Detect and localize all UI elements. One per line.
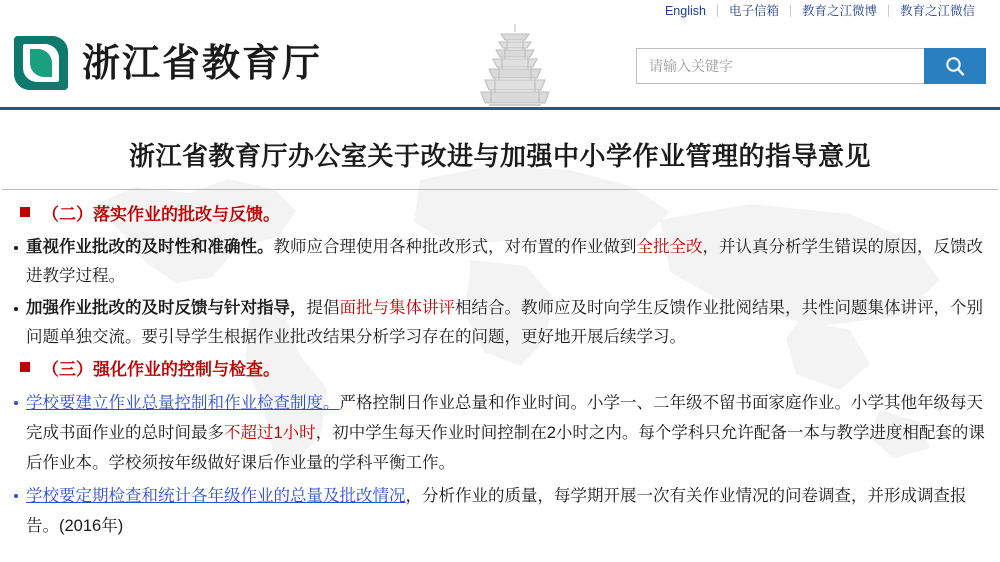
red-square-bullet-icon (20, 207, 30, 217)
topbar (0, 0, 1000, 22)
title-divider (2, 189, 998, 190)
search-input[interactable] (636, 48, 924, 84)
pagoda-illustration (455, 22, 575, 110)
topbar-link-wechat[interactable]: 教育之江微信 (899, 3, 975, 18)
search-icon (943, 54, 967, 78)
document-text (0, 200, 1000, 541)
site-logo[interactable] (14, 36, 322, 90)
paragraph: 学校要定期检查和统计各年级作业的总量及批改情况，分析作业的质量，每学期开展一次有关作业情况的问卷调查，并形成调查报告。(2016年) (14, 481, 986, 541)
search-button[interactable] (924, 48, 986, 84)
leaf-logo-icon (14, 36, 68, 90)
paragraph: 重视作业批改的及时性和准确性。教师应合理使用各种批改形式，对布置的作业做到全批全改，并认真分析学生错误的原因，反馈改进教学过程。 (14, 233, 986, 291)
paragraph: 加强作业批改的及时反馈与针对指导，提倡面批与集体讲评相结合。教师应及时向学生反馈作业批阅结果，共性问题集体讲评，个别问题单独交流。要引导学生根据作业批改结果分析学习存在的问题，更好地开展后续学习。 (14, 294, 986, 352)
site-search (636, 48, 986, 84)
topbar-link-mail[interactable]: 电子信箱 (728, 3, 779, 18)
document-body (0, 110, 1000, 559)
paragraph: 学校要建立作业总量控制和作业检查制度。严格控制日作业总量和作业时间。小学一、二年级不留书面家庭作业。小学其他年级每天完成书面作业的总时间最多不超过1小时，初中学生每天作业时间控制在2小时之内。每个学科只允许配备一本与教学进度相配套的课后作业本。学校须按年级做好课后作业量的学科平衡工作。 (14, 388, 986, 478)
topbar-link-english[interactable]: English (664, 3, 706, 18)
section-heading-3: （三）强化作业的控制与检查。 (20, 355, 986, 384)
topbar-link-weibo[interactable]: 教育之江微博 (801, 3, 877, 18)
red-square-bullet-icon (20, 362, 30, 372)
site-header (0, 22, 1000, 110)
section-heading-2: （二）落实作业的批改与反馈。 (20, 200, 986, 229)
site-title: 浙江省教育厅 (82, 40, 323, 85)
document-title: 浙江省教育厅办公室关于改进与加强中小学作业管理的指导意见 (128, 142, 871, 172)
